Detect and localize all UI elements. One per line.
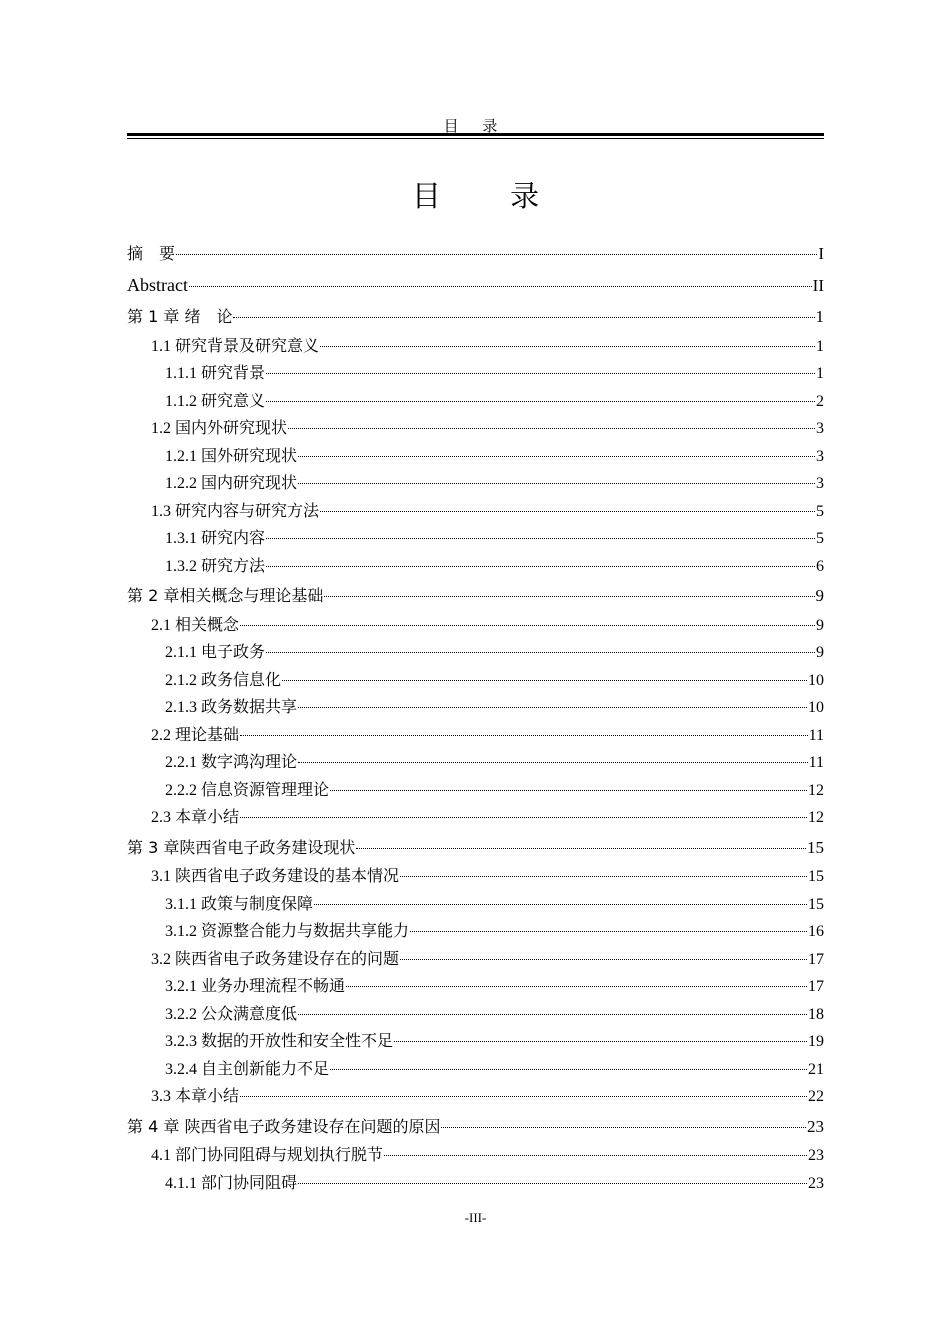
header-rule (127, 133, 824, 136)
toc-entry-page: 9 (816, 644, 824, 661)
toc-entry-page: 23 (808, 1147, 824, 1164)
toc-entry-label: 3.2.4 自主创新能力不足 (165, 1060, 330, 1078)
toc-entry-page: II (812, 275, 824, 295)
dot-leader (266, 652, 815, 653)
dot-leader (320, 511, 815, 512)
toc-entry-page: 17 (808, 950, 824, 968)
toc-entry-page: 10 (808, 671, 824, 689)
dot-leader (266, 538, 815, 539)
toc-entry-page: 1 (816, 365, 824, 382)
toc-entry[interactable] (127, 832, 824, 864)
toc-entry-page: 22 (808, 1088, 824, 1105)
toc-entry-label: 2.2.2 信息资源管理理论 (165, 781, 330, 799)
toc-entry-label: Abstract (127, 274, 188, 295)
toc-entry-page: 21 (808, 1060, 824, 1078)
toc-entry-page: 3 (816, 420, 824, 437)
toc-entry[interactable] (127, 946, 824, 974)
toc-entry-label: 2.3 本章小结 (151, 809, 240, 826)
toc-entry-page: 23 (808, 1174, 824, 1192)
toc-entry-page: 1 (816, 337, 824, 355)
toc-entry-label: 2.1 相关概念 (151, 616, 240, 634)
toc-entry-page: 11 (808, 754, 824, 771)
dot-leader (356, 848, 806, 849)
toc-entry-page: 2 (816, 392, 824, 410)
dot-leader (324, 596, 814, 597)
dot-leader (288, 428, 815, 429)
toc-entry-label: 1.2.2 国内研究现状 (165, 475, 298, 492)
toc-entry-label: 1.1 研究背景及研究意义 (151, 337, 320, 355)
dot-leader (266, 373, 815, 374)
dot-leader (298, 707, 807, 708)
toc-entry-label: 1.3 研究内容与研究方法 (151, 502, 320, 520)
toc-entry-label: 2.2.1 数字鸿沟理论 (165, 754, 298, 771)
dot-leader (410, 931, 807, 932)
dot-leader (298, 456, 815, 457)
dot-leader (394, 1041, 807, 1042)
toc-entry-page: 17 (808, 978, 824, 995)
toc-entry[interactable] (127, 667, 824, 695)
toc-entry-page: 19 (808, 1033, 824, 1050)
dot-leader (298, 1183, 807, 1184)
table-of-contents (127, 238, 824, 1197)
toc-entry-label: 3.2.2 公众满意度低 (165, 1005, 298, 1023)
dot-leader (298, 483, 815, 484)
toc-entry-label: 第 4 章 陕西省电子政务建设存在问题的原因 (127, 1116, 441, 1136)
toc-entry-label: 第 2 章相关概念与理论基础 (127, 586, 324, 605)
dot-leader (240, 817, 807, 818)
toc-entry-page: 9 (815, 586, 824, 605)
toc-entry[interactable] (127, 863, 824, 891)
toc-entry[interactable] (127, 443, 824, 471)
toc-entry[interactable] (127, 891, 824, 919)
toc-entry[interactable] (127, 580, 824, 612)
dot-leader (266, 566, 815, 567)
header-rule-thin (127, 138, 824, 139)
dot-leader (441, 1127, 806, 1128)
dot-leader (330, 1069, 807, 1070)
dot-leader (330, 790, 807, 791)
toc-entry[interactable] (127, 553, 824, 581)
toc-entry-page: 15 (808, 868, 824, 885)
toc-entry-page: 18 (808, 1005, 824, 1023)
toc-entry-label: 1.1.2 研究意义 (165, 392, 266, 410)
toc-entry-label: 3.1 陕西省电子政务建设的基本情况 (151, 868, 400, 885)
dot-leader (240, 625, 815, 626)
toc-entry[interactable] (127, 722, 824, 750)
dot-leader (384, 1155, 807, 1156)
toc-entry[interactable] (127, 1001, 824, 1029)
toc-entry[interactable] (127, 1028, 824, 1056)
toc-entry[interactable] (127, 388, 824, 416)
toc-entry[interactable] (127, 1056, 824, 1084)
toc-entry-page: 9 (816, 616, 824, 634)
toc-entry-label: 2.1.1 电子政务 (165, 644, 266, 661)
toc-entry-label: 3.1.2 资源整合能力与数据共享能力 (165, 923, 410, 940)
toc-entry[interactable] (127, 301, 824, 333)
toc-entry[interactable] (127, 270, 824, 302)
toc-entry-page: I (818, 244, 824, 263)
toc-entry[interactable] (127, 1083, 824, 1111)
toc-entry-label: 1.1.1 研究背景 (165, 365, 266, 382)
dot-leader (320, 346, 815, 347)
dot-leader (346, 986, 807, 987)
toc-entry[interactable] (127, 973, 824, 1001)
toc-entry-label: 4.1 部门协同阻碍与规划执行脱节 (151, 1147, 384, 1164)
toc-entry[interactable] (127, 333, 824, 361)
toc-entry[interactable] (127, 918, 824, 946)
dot-leader (298, 1014, 807, 1015)
dot-leader (189, 286, 812, 287)
toc-entry[interactable] (127, 1111, 824, 1143)
toc-entry-label: 1.3.2 研究方法 (165, 557, 266, 575)
toc-entry[interactable] (127, 498, 824, 526)
toc-entry-label: 2.1.2 政务信息化 (165, 671, 282, 689)
toc-entry[interactable] (127, 415, 824, 443)
toc-entry-label: 2.1.3 政务数据共享 (165, 699, 298, 716)
toc-entry-page: 1 (815, 307, 824, 326)
toc-entry[interactable] (127, 470, 824, 498)
dot-leader (233, 317, 814, 318)
toc-entry-page: 5 (816, 530, 824, 547)
toc-entry[interactable] (127, 360, 824, 388)
dot-leader (240, 1096, 807, 1097)
toc-entry-label: 1.2.1 国外研究现状 (165, 447, 298, 465)
toc-entry-page: 3 (816, 475, 824, 492)
toc-entry-label: 3.2 陕西省电子政务建设存在的问题 (151, 950, 400, 968)
toc-entry[interactable] (127, 1170, 824, 1198)
dot-leader (400, 876, 807, 877)
page-number: -III- (464, 1210, 487, 1225)
toc-entry-label: 3.3 本章小结 (151, 1088, 240, 1105)
dot-leader (298, 762, 808, 763)
toc-entry-label: 摘 要 (127, 244, 176, 263)
running-header: 目 录 (443, 119, 508, 135)
toc-entry[interactable] (127, 612, 824, 640)
toc-entry[interactable] (127, 238, 824, 270)
toc-entry-page: 3 (816, 447, 824, 465)
toc-entry-label: 1.3.1 研究内容 (165, 530, 266, 547)
toc-entry-page: 5 (816, 502, 824, 520)
toc-entry-label: 3.1.1 政策与制度保障 (165, 895, 314, 913)
toc-entry-label: 1.2 国内外研究现状 (151, 420, 288, 437)
toc-entry-label: 第 1 章 绪 论 (127, 307, 233, 326)
toc-entry-page: 12 (808, 781, 824, 799)
toc-entry-page: 16 (808, 923, 824, 940)
toc-entry-page: 15 (807, 837, 824, 857)
toc-entry[interactable] (127, 639, 824, 667)
toc-entry[interactable] (127, 777, 824, 805)
toc-entry-page: 23 (807, 1116, 824, 1136)
toc-entry-label: 2.2 理论基础 (151, 726, 240, 744)
dot-leader (266, 401, 815, 402)
toc-entry[interactable] (127, 804, 824, 832)
dot-leader (314, 904, 807, 905)
toc-entry-label: 4.1.1 部门协同阻碍 (165, 1174, 298, 1192)
dot-leader (282, 680, 807, 681)
toc-entry[interactable] (127, 1142, 824, 1170)
toc-entry-label: 第 3 章陕西省电子政务建设现状 (127, 837, 356, 857)
toc-title: 目 录 (411, 179, 570, 213)
toc-entry[interactable] (127, 694, 824, 722)
toc-entry-label: 3.2.3 数据的开放性和安全性不足 (165, 1033, 394, 1050)
dot-leader (176, 254, 817, 255)
toc-entry-page: 10 (808, 699, 824, 716)
toc-entry-page: 6 (816, 557, 824, 575)
dot-leader (400, 959, 807, 960)
toc-entry-label: 3.2.1 业务办理流程不畅通 (165, 978, 346, 995)
toc-entry-page: 15 (808, 895, 824, 913)
toc-entry[interactable] (127, 525, 824, 553)
toc-entry-page: 12 (808, 809, 824, 826)
toc-entry[interactable] (127, 749, 824, 777)
dot-leader (240, 735, 808, 736)
toc-entry-page: 11 (808, 726, 824, 744)
